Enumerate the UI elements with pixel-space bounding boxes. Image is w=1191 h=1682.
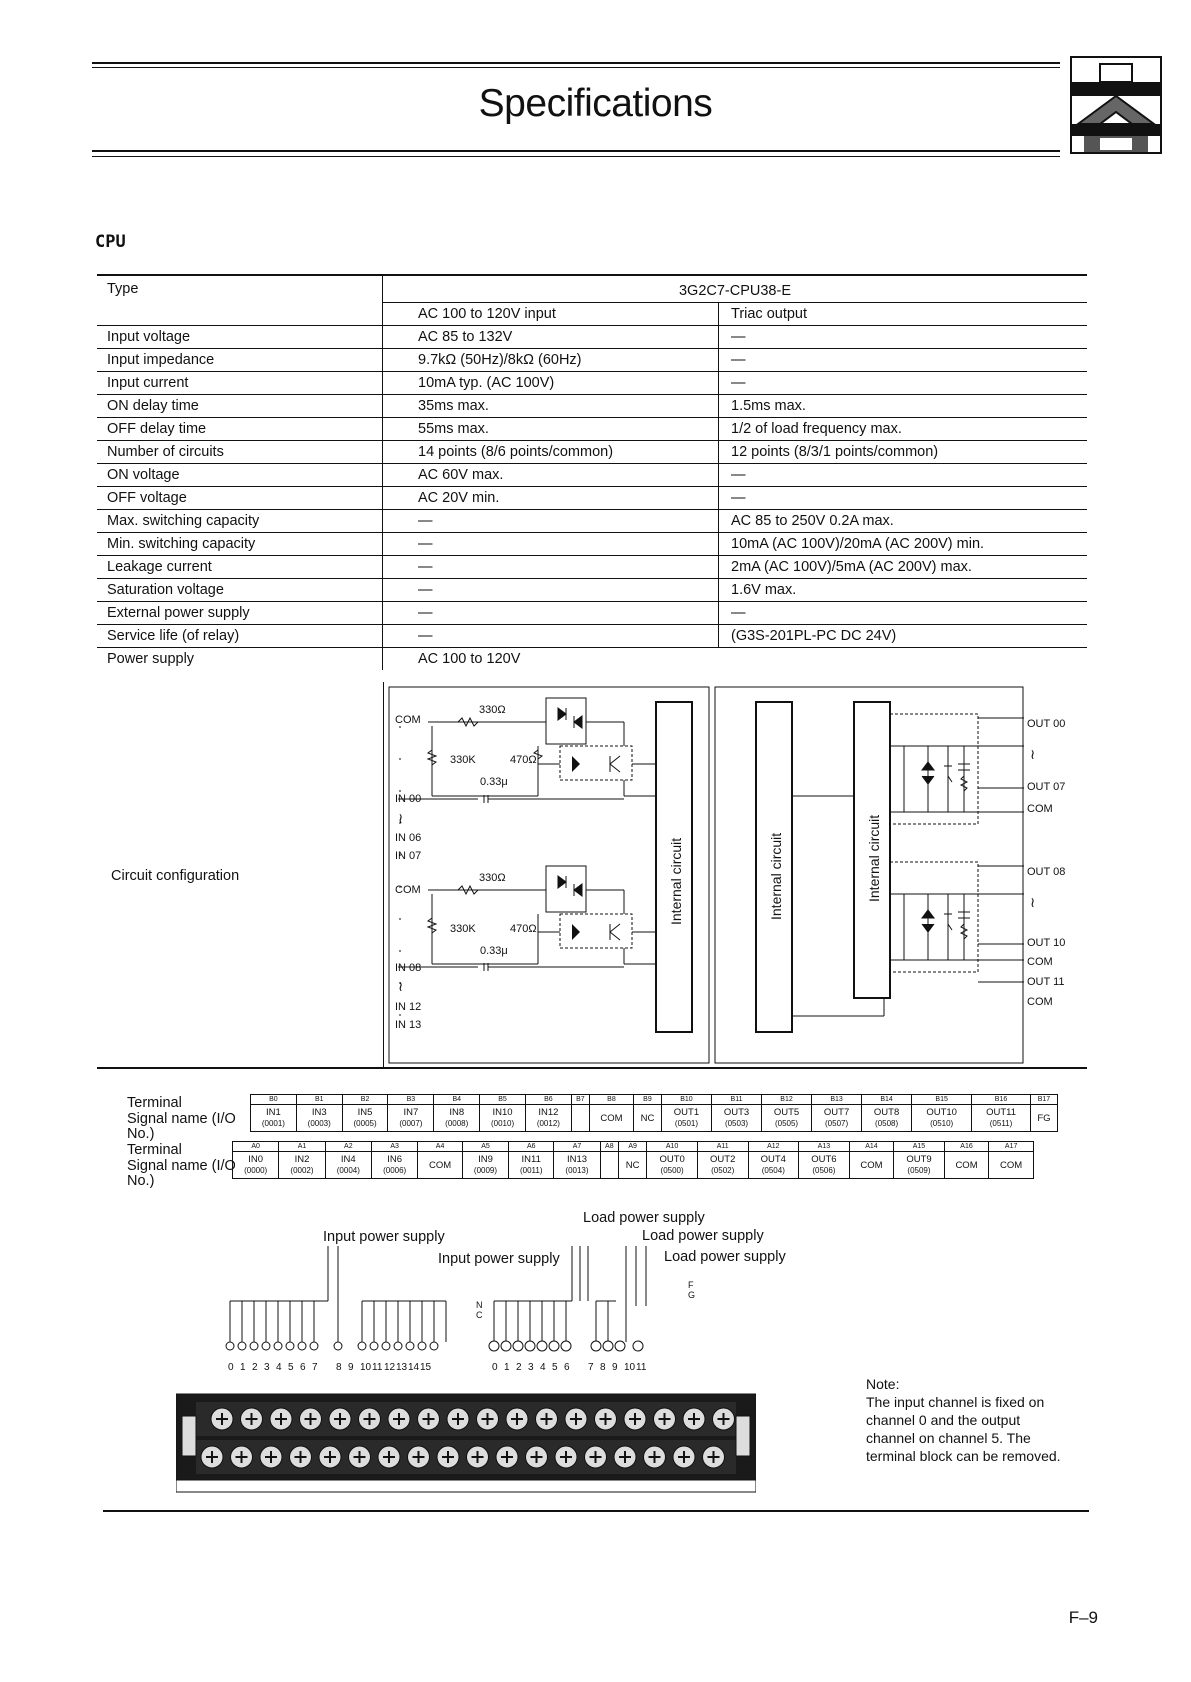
- signal-name: OUT10: [926, 1107, 957, 1118]
- in-r2-2: 330K: [450, 923, 476, 935]
- terminal-signal: [989, 1152, 1034, 1179]
- spec-value-output: AC 85 to 250V 0.2A max.: [719, 509, 1088, 532]
- terminal-signal: [862, 1105, 912, 1132]
- output-terminal-number: 11: [636, 1362, 647, 1373]
- terminal-number: B11: [711, 1095, 761, 1105]
- in-label-07: IN 07: [395, 850, 422, 862]
- section-tab-icon: [1070, 56, 1162, 154]
- terminal-label-bottom: Terminal: [127, 1142, 182, 1158]
- spec-value-output: 10mA (AC 100V)/20mA (AC 200V) min.: [719, 532, 1088, 555]
- spec-name: Leakage current: [97, 555, 383, 578]
- out-com-2: COM: [1027, 956, 1053, 968]
- load-ps-label-top: Load power supply: [583, 1210, 705, 1226]
- spec-value-input: 14 points (8/6 points/common): [383, 440, 719, 463]
- out-label-00: OUT 00: [1027, 718, 1066, 730]
- out-label-10: OUT 10: [1027, 937, 1066, 949]
- terminal-number: B9: [633, 1095, 661, 1105]
- internal-circuit-label-1: Internal circuit: [668, 837, 684, 925]
- terminal-signal: [812, 1105, 862, 1132]
- input-terminal-number: 8: [336, 1362, 342, 1373]
- spec-name: Saturation voltage: [97, 578, 383, 601]
- io-number: (0008): [445, 1119, 469, 1128]
- terminal-signal: [762, 1105, 812, 1132]
- terminal-signal: [434, 1105, 480, 1132]
- signal-name: OUT6: [811, 1154, 837, 1165]
- output-terminal-number: 3: [528, 1362, 534, 1373]
- terminal-number: B5: [480, 1095, 526, 1105]
- in-com-1: COM: [395, 714, 421, 726]
- signal-name: OUT0: [659, 1154, 685, 1165]
- table-row: [97, 555, 1087, 578]
- io-number: (0504): [761, 1166, 785, 1175]
- io-number: (0503): [724, 1119, 749, 1128]
- io-number: (0507): [825, 1119, 849, 1128]
- terminal-number: B0: [251, 1095, 297, 1105]
- terminal-number: B13: [812, 1095, 862, 1105]
- io-number: (0500): [660, 1166, 684, 1175]
- signal-name: FG: [1037, 1112, 1051, 1124]
- terminal-signal: [480, 1105, 526, 1132]
- terminal-number: A16: [944, 1142, 989, 1152]
- in-tilde-1: ≀: [398, 810, 404, 826]
- terminal-signal: [944, 1152, 989, 1179]
- terminal-number: B3: [388, 1095, 434, 1105]
- spec-value-input: —: [383, 601, 719, 624]
- circuit-config-label: Circuit configuration: [111, 868, 240, 884]
- io-number: (0006): [383, 1166, 407, 1175]
- io-number: (0511): [989, 1119, 1013, 1128]
- signal-name: OUT7: [823, 1107, 850, 1118]
- internal-circuit-label-2: Internal circuit: [768, 832, 784, 920]
- spec-value-output: 12 points (8/3/1 points/common): [719, 440, 1088, 463]
- page-title: Specifications: [478, 82, 713, 125]
- table-row: [97, 417, 1087, 440]
- out-label-11: OUT 11: [1027, 976, 1065, 988]
- output-terminal-number: 9: [612, 1362, 618, 1373]
- out-tilde-1: ≀: [1030, 746, 1036, 762]
- terminal-signal: [912, 1105, 972, 1132]
- header-rule-top2: [92, 67, 1060, 68]
- spec-value-input: —: [383, 624, 719, 647]
- terminal-signal: [619, 1152, 647, 1179]
- signal-label-top: Signal name (I/O No.): [127, 1111, 236, 1142]
- spec-value-output: 1.6V max.: [719, 578, 1088, 601]
- spec-rows: [97, 325, 1087, 647]
- spec-value-input: 10mA typ. (AC 100V): [383, 371, 719, 394]
- terminal-signal: [849, 1152, 894, 1179]
- terminal-header-row: [251, 1095, 1058, 1105]
- signal-name: IN9: [478, 1154, 493, 1165]
- signal-name: IN13: [566, 1154, 588, 1165]
- spec-name: Max. switching capacity: [97, 509, 383, 532]
- terminal-table-top: [250, 1094, 1058, 1132]
- signal-name: IN1: [266, 1107, 281, 1118]
- signal-name: OUT3: [723, 1107, 750, 1118]
- input-terminal-number: 10: [360, 1362, 372, 1373]
- table-header-row-2: [97, 302, 1087, 325]
- signal-name: IN7: [403, 1107, 419, 1118]
- io-number: (0508): [875, 1119, 899, 1128]
- terminal-signal: [1030, 1105, 1057, 1132]
- header-rule-top: [92, 62, 1060, 64]
- spec-name: Min. switching capacity: [97, 532, 383, 555]
- out-com-1: COM: [1027, 803, 1053, 815]
- spec-value-input: AC 60V max.: [383, 463, 719, 486]
- terminal-signal: [972, 1105, 1031, 1132]
- type-label: Type: [97, 275, 383, 302]
- output-terminal-number: 0: [492, 1362, 498, 1373]
- col-b-header: Triac output: [719, 302, 1088, 325]
- terminal-number: B8: [589, 1095, 633, 1105]
- circuit-frame-bottom: [97, 1067, 1087, 1069]
- signal-name: IN0: [248, 1154, 264, 1165]
- input-terminal-number: 1: [240, 1362, 246, 1373]
- spec-name: ON voltage: [97, 463, 383, 486]
- type-value: 3G2C7-CPU38-E: [383, 275, 1088, 302]
- input-terminal-number: 5: [288, 1362, 294, 1373]
- terminal-number: A9: [619, 1142, 647, 1152]
- signal-name: IN5: [357, 1107, 373, 1118]
- io-number: (0005): [353, 1119, 377, 1128]
- signal-name: OUT8: [873, 1107, 900, 1118]
- input-terminal-number: 7: [312, 1362, 318, 1373]
- table-row: [97, 440, 1087, 463]
- in-cap-2: 0.33μ: [480, 945, 508, 957]
- spec-value-input: —: [383, 555, 719, 578]
- output-terminal-number: 10: [624, 1362, 636, 1373]
- table-row: [97, 348, 1087, 371]
- spec-table: [97, 274, 1087, 670]
- spec-value-input: AC 85 to 132V: [383, 325, 719, 348]
- terminal-signal: [711, 1105, 761, 1132]
- note: [866, 1375, 1066, 1465]
- table-row: [97, 509, 1087, 532]
- internal-circuit-label-3: Internal circuit: [866, 814, 882, 902]
- table-header-row: [97, 275, 1087, 302]
- signal-name: NC: [625, 1159, 640, 1171]
- terminal-number: A15: [894, 1142, 945, 1152]
- signal-name: IN12: [538, 1107, 559, 1118]
- input-circuit-diagram: [388, 686, 710, 1064]
- input-terminal-number: 2: [252, 1362, 258, 1373]
- io-number: (0506): [812, 1166, 836, 1175]
- blank-cell: [97, 302, 383, 325]
- footer-rule: [103, 1510, 1089, 1512]
- signal-name: NC: [640, 1112, 655, 1124]
- input-terminal-number: 6: [300, 1362, 306, 1373]
- terminal-number: B10: [661, 1095, 711, 1105]
- in-cap-1: 0.33μ: [480, 776, 508, 788]
- io-number: (0013): [565, 1166, 589, 1175]
- table-row: [97, 463, 1087, 486]
- signal-name: OUT9: [906, 1154, 932, 1165]
- signal-name: IN8: [449, 1107, 465, 1118]
- table-row: [97, 371, 1087, 394]
- input-terminal-number: 12: [384, 1362, 396, 1373]
- terminal-signal: [509, 1152, 554, 1179]
- terminal-number: A10: [647, 1142, 698, 1152]
- io-number: (0001): [261, 1119, 285, 1128]
- in-label-08: IN 08: [395, 962, 422, 974]
- terminal-number: A11: [697, 1142, 748, 1152]
- terminal-signal: [571, 1105, 589, 1132]
- power-supply-label: Power supply: [107, 650, 195, 667]
- spec-name: Number of circuits: [97, 440, 383, 463]
- terminal-number: B16: [972, 1095, 1031, 1105]
- terminal-signal: [342, 1105, 388, 1132]
- table-row: [97, 647, 1087, 670]
- input-terminal-number: 4: [276, 1362, 282, 1373]
- input-terminal-number: 13: [396, 1362, 408, 1373]
- note-text: The input channel is fixed on channel 0 and the output channel on channel 5. The terminal block can be removed.: [866, 1394, 1061, 1464]
- section-heading: CPU: [95, 232, 126, 252]
- terminal-number: B1: [296, 1095, 342, 1105]
- signal-name: IN3: [311, 1107, 327, 1118]
- nc-label: N C: [476, 1300, 483, 1320]
- terminal-number: B7: [571, 1095, 589, 1105]
- output-terminal-number: 6: [564, 1362, 570, 1373]
- terminal-signal: [633, 1105, 661, 1132]
- terminal-signal: [894, 1152, 945, 1179]
- io-number: (0509): [907, 1166, 931, 1175]
- terminal-number: A7: [554, 1142, 600, 1152]
- table-row: [97, 325, 1087, 348]
- out-com-3: COM: [1027, 996, 1053, 1008]
- terminal-signal: [799, 1152, 850, 1179]
- terminal-number: B15: [912, 1095, 972, 1105]
- in-r3-1: 470Ω: [510, 754, 537, 766]
- io-number: (0505): [774, 1119, 799, 1128]
- input-terminal-number: 9: [348, 1362, 354, 1373]
- terminal-number: A14: [849, 1142, 894, 1152]
- terminal-numbers: [224, 1362, 704, 1374]
- terminal-signal-row: [251, 1105, 1058, 1132]
- terminal-signal: [279, 1152, 325, 1179]
- input-ps-label-left: Input power supply: [323, 1229, 445, 1245]
- terminal-signal: [554, 1152, 600, 1179]
- out-label-08: OUT 08: [1027, 866, 1066, 878]
- output-terminal-number: 1: [504, 1362, 510, 1373]
- terminal-signal: [462, 1152, 508, 1179]
- load-ps-label-right: Load power supply: [664, 1249, 786, 1265]
- io-number: (0003): [307, 1119, 331, 1128]
- terminal-signal: [600, 1152, 618, 1179]
- terminal-number: B4: [434, 1095, 480, 1105]
- fg-label: F G: [688, 1280, 696, 1300]
- spec-name: OFF delay time: [97, 417, 383, 440]
- input-terminal-number: 0: [228, 1362, 234, 1373]
- signal-label-bottom: Signal name (I/O No.): [127, 1158, 236, 1189]
- signal-name: COM: [1000, 1159, 1023, 1171]
- signal-name: COM: [860, 1159, 883, 1171]
- note-title: Note:: [866, 1376, 900, 1392]
- terminal-table-bottom: [232, 1141, 1034, 1179]
- output-terminal-number: 2: [516, 1362, 522, 1373]
- signal-name: IN10: [492, 1107, 513, 1118]
- signal-name: OUT4: [760, 1154, 786, 1165]
- io-number: (0501): [674, 1119, 699, 1128]
- spec-value-output: 1/2 of load frequency max.: [719, 417, 1088, 440]
- table-row: [97, 624, 1087, 647]
- terminal-signal-row: [233, 1152, 1034, 1179]
- terminal-label-top: Terminal: [127, 1095, 182, 1111]
- spec-value-output: —: [719, 325, 1088, 348]
- spec-value-input: 9.7kΩ (50Hz)/8kΩ (60Hz): [383, 348, 719, 371]
- terminal-signal: [251, 1105, 297, 1132]
- io-number: (0510): [930, 1119, 954, 1128]
- spec-value-input: —: [383, 578, 719, 601]
- terminal-signal: [418, 1152, 463, 1179]
- in-r2-1: 330K: [450, 754, 476, 766]
- spec-name: Input impedance: [97, 348, 383, 371]
- io-number: (0011): [519, 1166, 543, 1175]
- signal-name: IN11: [521, 1154, 541, 1165]
- terminal-number: A4: [418, 1142, 463, 1152]
- spec-value-input: —: [383, 532, 719, 555]
- spec-value-output: —: [719, 348, 1088, 371]
- terminal-number: A17: [989, 1142, 1034, 1152]
- terminal-signal: [388, 1105, 434, 1132]
- circuit-col-divider: [383, 682, 384, 1067]
- in-r1-1: 330Ω: [479, 704, 506, 716]
- signal-name: OUT11: [986, 1107, 1016, 1118]
- terminal-number: B17: [1030, 1095, 1057, 1105]
- signal-name: IN2: [294, 1154, 310, 1165]
- page-number: F–9: [1068, 1608, 1098, 1627]
- terminal-signal: [697, 1152, 748, 1179]
- terminal-signal: [325, 1152, 371, 1179]
- terminal-number: B2: [342, 1095, 388, 1105]
- terminal-number: A0: [233, 1142, 279, 1152]
- terminal-header-row: [233, 1142, 1034, 1152]
- spec-value-input: 35ms max.: [383, 394, 719, 417]
- spec-name: Service life (of relay): [97, 624, 383, 647]
- spec-value-output: —: [719, 601, 1088, 624]
- in-label-12: IN 12: [395, 1001, 422, 1013]
- in-r1-2: 330Ω: [479, 872, 506, 884]
- input-terminal-number: 15: [420, 1362, 432, 1373]
- table-row: [97, 578, 1087, 601]
- terminal-number: A5: [462, 1142, 508, 1152]
- io-number: (0000): [244, 1166, 268, 1175]
- spec-name: External power supply: [97, 601, 383, 624]
- in-com-2: COM: [395, 884, 421, 896]
- spec-value-input: —: [383, 509, 719, 532]
- spec-value-output: —: [719, 371, 1088, 394]
- terminal-number: A2: [325, 1142, 371, 1152]
- out-label-07: OUT 07: [1027, 781, 1066, 793]
- io-number: (0502): [711, 1166, 735, 1175]
- in-tilde-2: ≀: [398, 978, 404, 994]
- signal-name: IN6: [387, 1154, 403, 1165]
- output-terminal-number: 8: [600, 1362, 606, 1373]
- terminal-signal: [748, 1152, 799, 1179]
- in-label-00: IN 00: [395, 793, 422, 805]
- terminal-signal: [296, 1105, 342, 1132]
- spec-value-output: —: [719, 463, 1088, 486]
- spec-value-output: —: [719, 486, 1088, 509]
- spec-name: OFF voltage: [97, 486, 383, 509]
- in-label-06: IN 06: [395, 832, 422, 844]
- signal-name: COM: [600, 1112, 623, 1124]
- terminal-number: B12: [762, 1095, 812, 1105]
- spec-value-output: 1.5ms max.: [719, 394, 1088, 417]
- col-a-header: AC 100 to 120V input: [383, 302, 719, 325]
- io-number: (0012): [536, 1119, 560, 1128]
- table-row: [97, 486, 1087, 509]
- input-ps-label-mid: Input power supply: [438, 1251, 560, 1267]
- in-label-13: IN 13: [395, 1019, 422, 1031]
- terminal-number: B6: [525, 1095, 571, 1105]
- signal-name: COM: [955, 1159, 978, 1171]
- io-number: (0004): [336, 1166, 360, 1175]
- terminal-signal: [233, 1152, 279, 1179]
- output-terminal-number: 4: [540, 1362, 546, 1373]
- terminal-number: B14: [862, 1095, 912, 1105]
- input-terminal-number: 3: [264, 1362, 270, 1373]
- load-ps-label-mid: Load power supply: [642, 1228, 764, 1244]
- terminal-signal: [371, 1152, 417, 1179]
- spec-name: Input current: [97, 371, 383, 394]
- signal-name: OUT2: [710, 1154, 736, 1165]
- input-terminal-number: 11: [372, 1362, 383, 1373]
- terminal-number: A13: [799, 1142, 850, 1152]
- spec-name: Input voltage: [97, 325, 383, 348]
- header-rule-bottom: [92, 150, 1060, 152]
- terminal-number: A8: [600, 1142, 618, 1152]
- spec-value-input: 55ms max.: [383, 417, 719, 440]
- io-number: (0007): [399, 1119, 423, 1128]
- header-rule-bottom2: [92, 156, 1060, 157]
- spec-value-input: AC 20V min.: [383, 486, 719, 509]
- terminal-signal: [661, 1105, 711, 1132]
- io-number: (0002): [290, 1166, 314, 1175]
- signal-name: IN4: [340, 1154, 356, 1165]
- spec-value-output: (G3S-201PL-PC DC 24V): [719, 624, 1088, 647]
- table-row: [97, 532, 1087, 555]
- spec-value-output: 2mA (AC 100V)/5mA (AC 200V) max.: [719, 555, 1088, 578]
- terminal-number: A6: [509, 1142, 554, 1152]
- io-number: (0010): [490, 1119, 515, 1128]
- terminal-number: A3: [371, 1142, 417, 1152]
- table-row: [97, 394, 1087, 417]
- spec-name: ON delay time: [97, 394, 383, 417]
- io-number: (0009): [473, 1166, 498, 1175]
- input-terminal-number: 14: [408, 1362, 420, 1373]
- table-row: [97, 601, 1087, 624]
- terminal-number: A1: [279, 1142, 325, 1152]
- output-terminal-number: 5: [552, 1362, 558, 1373]
- terminal-signal: [589, 1105, 633, 1132]
- power-supply-value: AC 100 to 120V: [383, 647, 1088, 670]
- signal-name: COM: [428, 1159, 452, 1171]
- signal-name: OUT1: [673, 1107, 700, 1118]
- in-r3-2: 470Ω: [510, 923, 537, 935]
- terminal-signal: [525, 1105, 571, 1132]
- output-terminal-number: 7: [588, 1362, 594, 1373]
- terminal-signal: [647, 1152, 698, 1179]
- terminal-number: A12: [748, 1142, 799, 1152]
- signal-name: OUT5: [773, 1107, 800, 1118]
- out-tilde-2: ≀: [1030, 894, 1036, 910]
